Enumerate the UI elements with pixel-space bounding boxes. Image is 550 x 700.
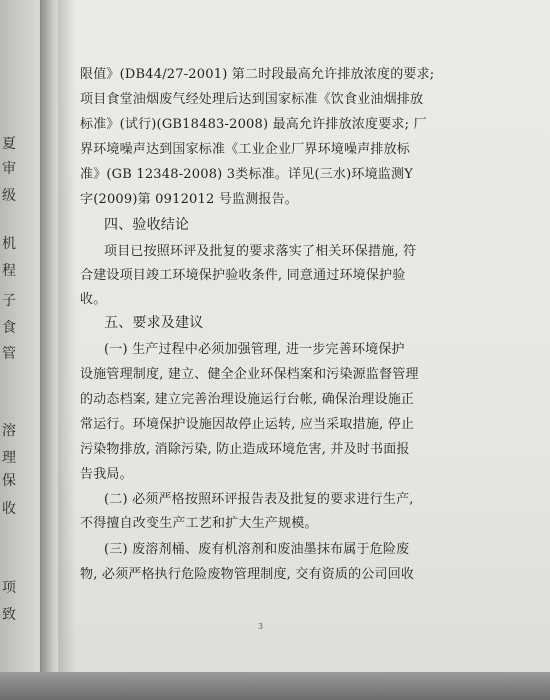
left-margin-char: 夏 bbox=[2, 136, 16, 152]
left-margin-char: 保 bbox=[2, 473, 16, 489]
body-line: 合建设项目竣工环境保护验收条件, 同意通过环境保护验 bbox=[80, 268, 406, 283]
left-margin-char: 审 bbox=[2, 161, 16, 177]
section-heading-acceptance: 四、验收结论 bbox=[104, 217, 190, 233]
body-line: 不得擅自改变生产工艺和扩大生产规模。 bbox=[80, 516, 318, 531]
body-line: 界环境噪声达到国家标准《工业企业厂界环境噪声排放标 bbox=[80, 142, 411, 157]
left-margin-char: 管 bbox=[2, 346, 16, 362]
body-line: (二) 必须严格按照环评报告表及批复的要求进行生产, bbox=[104, 492, 414, 507]
body-line: (三) 废溶剂桶、废有机溶剂和废油墨抹布属于危险废 bbox=[104, 542, 410, 557]
body-line: 项目已按照环评及批复的要求落实了相关环保措施, 符 bbox=[104, 244, 417, 259]
section-heading-requirements: 五、要求及建议 bbox=[104, 315, 204, 331]
left-margin-char: 致 bbox=[2, 607, 16, 623]
body-line: 项目食堂油烟废气经处理后达到国家标准《饮食业油烟排放 bbox=[80, 92, 424, 107]
left-margin-char: 项 bbox=[2, 580, 16, 596]
page-number: 3 bbox=[258, 622, 264, 631]
body-line: 收。 bbox=[80, 292, 107, 307]
left-margin-char: 子 bbox=[2, 293, 16, 309]
left-margin-char: 机 bbox=[2, 236, 16, 252]
body-line: 污染物排放, 消除污染, 防止造成环境危害, 并及时书面报 bbox=[80, 442, 410, 457]
body-line: 字(2009)第 0912012 号监测报告。 bbox=[80, 192, 298, 207]
page-bottom-edge bbox=[0, 672, 550, 700]
left-margin-char: 级 bbox=[2, 188, 16, 204]
body-line: 告我局。 bbox=[80, 467, 133, 482]
left-margin-char: 程 bbox=[2, 263, 16, 279]
page-shadow bbox=[58, 0, 76, 700]
left-margin-char: 收 bbox=[2, 501, 16, 517]
body-line: (一) 生产过程中必须加强管理, 进一步完善环境保护 bbox=[104, 342, 405, 357]
body-line: 常运行。环境保护设施因故停止运转, 应当采取措施, 停止 bbox=[80, 417, 415, 432]
body-line: 准》(GB 12348-2008) 3类标准。详见(三水)环境监测Y bbox=[80, 167, 413, 182]
body-line: 标准》(试行)(GB18483-2008) 最高允许排放浓度要求; 厂 bbox=[80, 117, 427, 132]
body-line: 物, 必须严格执行危险废物管理制度, 交有资质的公司回收 bbox=[80, 567, 415, 582]
body-line: 的动态档案, 建立完善治理设施运行台帐, 确保治理设施正 bbox=[80, 392, 415, 407]
left-margin-char: 食 bbox=[2, 320, 16, 336]
left-margin-char: 溶 bbox=[2, 423, 16, 439]
body-line: 设施管理制度, 建立、健全企业环保档案和污染源监督管理 bbox=[80, 367, 419, 382]
body-line: 限值》(DB44/27-2001) 第二时段最高允许排放浓度的要求; bbox=[80, 67, 435, 82]
left-margin-char: 理 bbox=[2, 450, 16, 466]
